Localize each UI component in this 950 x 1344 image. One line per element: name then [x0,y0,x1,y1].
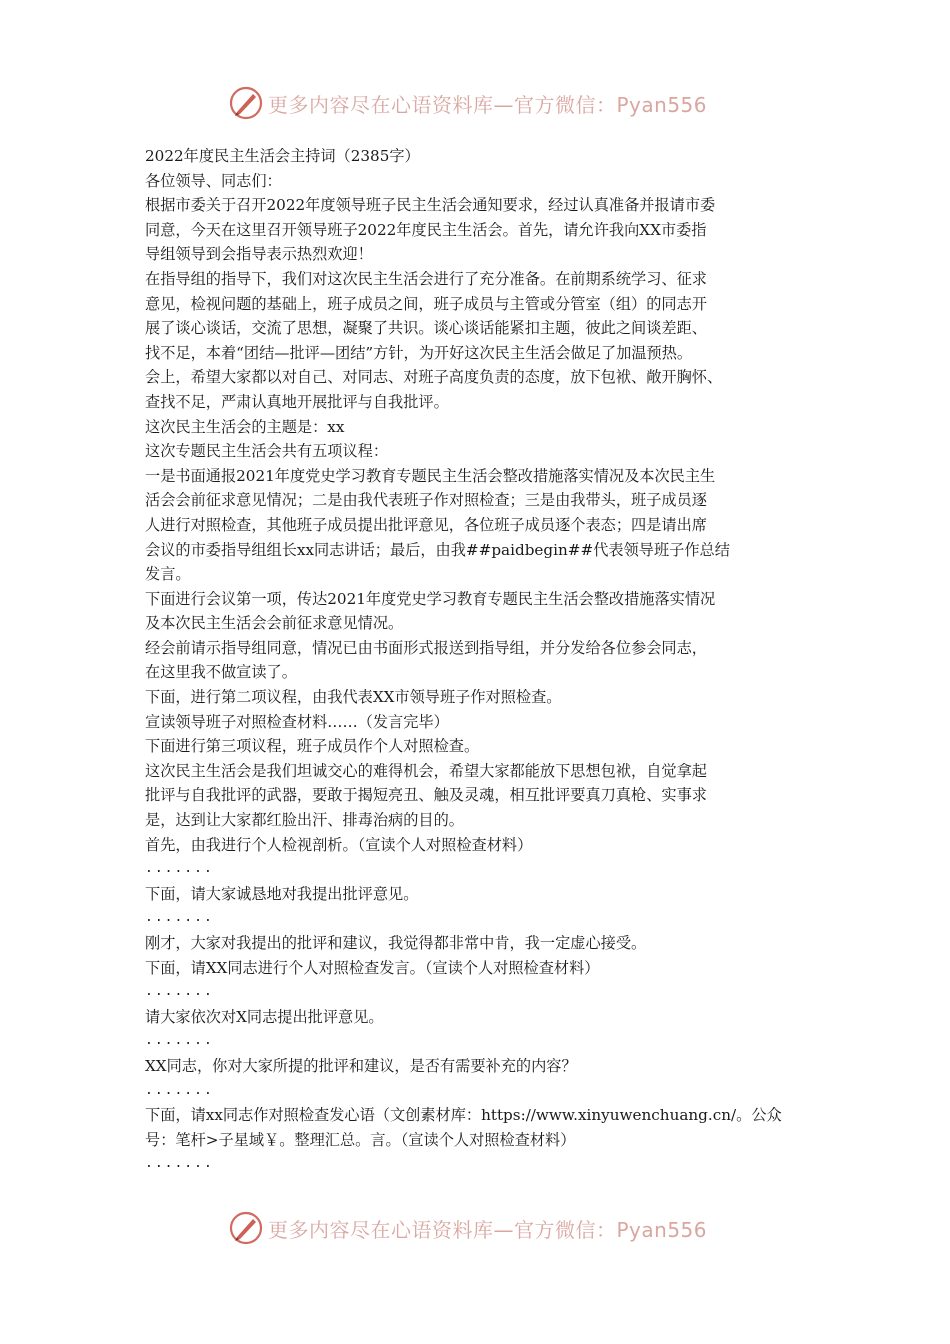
text-line: 批评与自我批评的武器，要敢于揭短亮丑、触及灵魂，相互批评要真刀真枪、实事求 [145,786,707,805]
text-line: 根据市委关于召开2022年度领导班子民主生活会通知要求，经过认真准备并报请市委 [145,196,716,215]
text-line: 下面，请大家诚恳地对我提出批评意见。 [145,884,419,903]
text-line: 下面进行第三项议程，班子成员作个人对照检查。 [145,737,480,756]
pen-logo-icon [228,85,264,121]
ellipsis-line: ....... [145,910,214,926]
text-line: 会上，希望大家都以对自己、对同志、对班子高度负责的态度，放下包袱、敞开胸怀、 [145,368,723,387]
text-line: 发言。 [145,565,191,584]
text-line: 人进行对照检查，其他班子成员提出批评意见，各位班子成员逐个表态；四是请出席 [145,515,707,534]
text-line: 首先，由我进行个人检视剖析。（宣读个人对照检查材料） [145,835,533,854]
text-line: 下面进行会议第一项，传达2021年度党史学习教育专题民主生活会整改措施落实情况 [145,589,716,608]
text-line: 宣读领导班子对照检查材料……（发言完毕） [145,712,449,731]
text-line: 导组领导到会指导表示热烈欢迎！ [145,245,373,264]
text-line: 找不足，本着“团结—批评—团结”方针，为开好这次民主生活会做足了加温预热。 [145,343,693,362]
text-line: 是，达到让大家都红脸出汗、排毒治病的目的。 [145,811,464,830]
document-title: 2022年度民主生活会主持词（2385字） [145,147,420,165]
text-line: 一是书面通报2021年度党史学习教育专题民主生活会整改措施落实情况及本次民主生 [145,466,716,485]
document-body [145,144,810,1177]
text-line: 各位领导、同志们： [145,171,282,190]
header-watermark-banner [228,83,707,123]
ellipsis-line: ....... [145,1033,214,1049]
text-line: 这次民主生活会是我们坦诚交心的难得机会，希望大家都能放下思想包袱，自觉拿起 [145,761,707,780]
text-line: 下面，进行第二项议程，由我代表XX市领导班子作对照检查。 [145,688,562,707]
text-line: 意见，检视问题的基础上，班子成员之间，班子成员与主管或分管室（组）的同志开 [145,294,707,313]
text-line: 展了谈心谈话，交流了思想，凝聚了共识。谈心谈话能紧扣主题，彼此之间谈差距、 [145,319,707,338]
text-line: 在这里我不做宣读了。 [145,663,297,682]
text-line: 号：笔杆>子星域￥。整理汇总。言。（宣读个人对照检查材料） [145,1130,576,1149]
text-line: 会议的市委指导组组长xx同志讲话；最后，由我##paidbegin##代表领导班子作总结 [145,540,730,559]
text-line: 活会会前征求意见情况；二是由我代表班子作对照检查；三是由我带头，班子成员逐 [145,491,707,510]
text-line: 下面，请XX同志进行个人对照检查发言。（宣读个人对照检查材料） [145,958,600,977]
pen-logo-icon [228,1210,264,1246]
ellipsis-line: ....... [145,984,214,1000]
header-watermark-text: 更多内容尽在心语资料库—官方微信：Pyan556 [268,92,708,117]
text-line: 刚才，大家对我提出的批评和建议，我觉得都非常中肯，我一定虚心接受。 [145,934,647,952]
text-line: 这次民主生活会的主题是：xx [145,417,345,436]
text-line: 在指导组的指导下，我们对这次民主生活会进行了充分准备。在前期系统学习、征求 [145,269,707,288]
footer-watermark-text: 更多内容尽在心语资料库—官方微信：Pyan556 [268,1217,708,1242]
text-line: 及本次民主生活会会前征求意见情况。 [145,614,404,633]
ellipsis-line: ....... [145,1082,214,1098]
text-line: 下面，请xx同志作对照检查发心语（文创素材库：https://www.xinyuwenchuang.cn/。公众 [145,1106,782,1125]
text-line: 这次专题民主生活会共有五项议程： [145,442,388,461]
footer-watermark-banner [228,1208,707,1248]
text-line: 查找不足，严肃认真地开展批评与自我批评。 [145,392,449,411]
text-line: XX同志，你对大家所提的批评和建议，是否有需要补充的内容？ [145,1056,577,1075]
text-line: 同意，今天在这里召开领导班子2022年度民主生活会。首先，请允许我向XX市委指 [145,220,707,239]
text-line: 经会前请示指导组同意，情况已由书面形式报送到指导组，并分发给各位参会同志， [145,638,707,657]
text-line: 请大家依次对X同志提出批评意见。 [145,1007,384,1026]
ellipsis-line: ....... [145,1156,214,1172]
ellipsis-line: ....... [145,861,214,877]
